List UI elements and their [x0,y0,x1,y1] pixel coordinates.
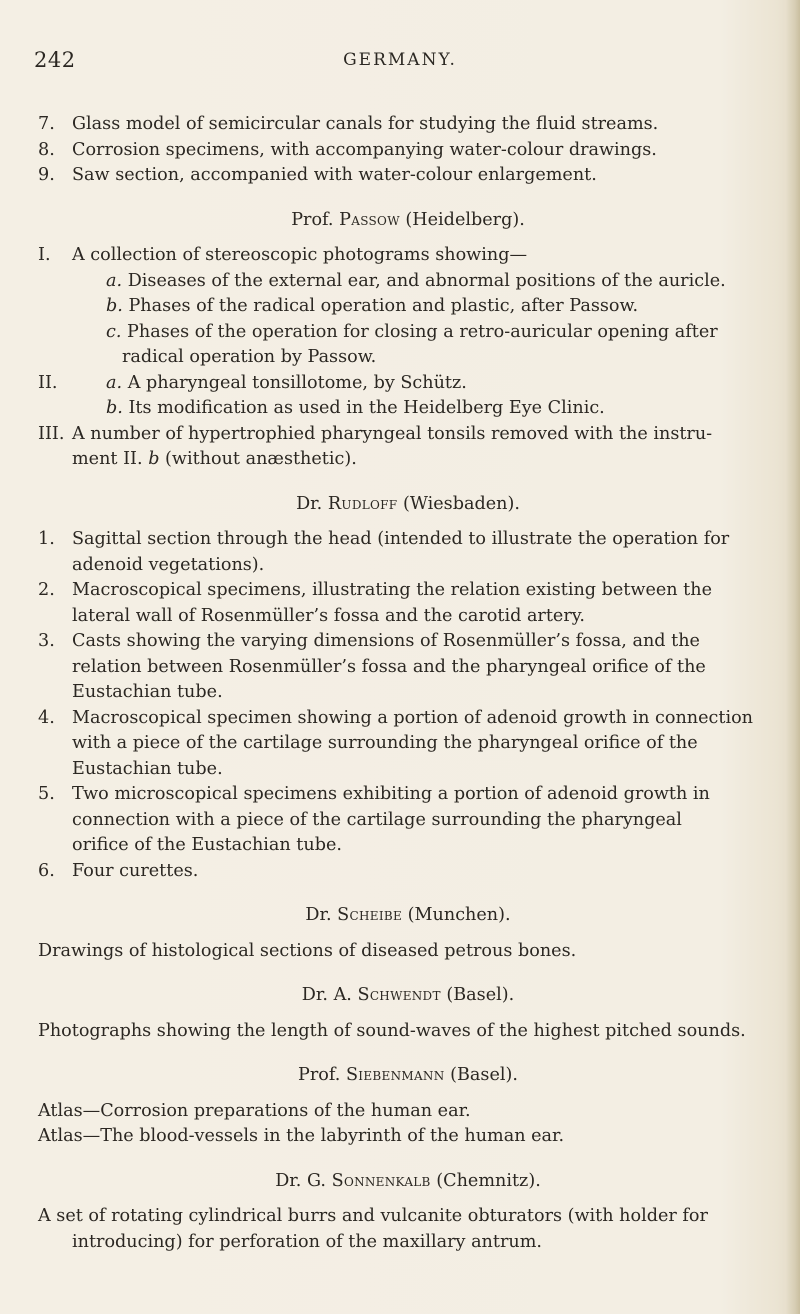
sub-text: Diseases of the external ear, and abnormal positions of the auricle. [127,270,726,291]
sub-letter: b. [106,296,123,316]
sub-text: Its modification as used in the Heidelberg Eye Clinic. [128,398,605,418]
sub-item [38,396,778,422]
exhibit-description-continuation: introducing) for perforation of the maxillary antrum. [72,1231,542,1252]
sub-item-continuation: radical operation by Passow. [122,347,377,367]
section-continued-list [38,112,778,189]
item-number: 1. [38,529,55,549]
list-item [38,163,778,189]
list-item: 6. Four curettes. [38,859,778,885]
item-number: 5. [38,784,55,804]
item-continuation: ment II. b (without anæsthetic). [72,449,357,469]
item-number: 6. [38,860,55,881]
item-number: 4. [38,707,55,728]
page-number: 242 [34,48,76,72]
sub-text: Phases of the operation for closing a retro-auricular opening after [127,321,718,342]
section-heading-sonnenkalb: Dr. G. Sonnenkalb (Chemnitz). [275,1170,541,1191]
sub-letter: b. [106,398,123,418]
sub-letter: a. [106,270,123,291]
exhibitor-name: Passow [339,209,400,230]
passow-list [38,243,778,473]
exhibit-description: Photographs showing the length of sound-waves of the highest pitched sounds. [38,1020,746,1041]
item-number: 9. [38,165,55,185]
sub-letter: a. [106,372,123,393]
sub-letter: c. [106,321,122,342]
list-item: 2. Macroscopical specimens, illustrating the relation existing between the lateral wall of Rosenmüller’s fossa and the carotid artery. [38,580,712,626]
running-head: GERMANY. [343,50,457,70]
section-heading-scheibe: Dr. Scheibe (Munchen). [305,905,511,925]
page-header [0,48,800,78]
exhibitor-name: Siebenmann [345,1065,445,1085]
item-number: II. [38,372,58,393]
list-item: 4. Macroscopical specimen showing a portion of adenoid growth in connection with a piece of the cartilage surrounding the pharyngeal orifice of the Eustachian tube. [38,707,754,779]
exhibitor-name: Schwendt [357,985,441,1005]
item-number: 8. [38,139,55,160]
item-text: A collection of stereoscopic photograms showing— [72,245,528,265]
exhibit-description: Atlas—The blood-vessels in the labyrinth of the human ear. [38,1126,565,1146]
section-heading-rudloff: Dr. Rudloff (Wiesbaden). [296,493,520,514]
rudloff-list [38,527,778,884]
list-item [38,112,778,138]
item-number: III. [38,423,65,444]
sub-item [38,294,778,320]
list-item: 3. Casts showing the varying dimensions of Rosenmüller’s fossa, and the relation between Rosenmüller’s fossa and the pharyngeal orifice of the Eustachian tube. [38,631,706,702]
page-edge-shadow [786,0,800,1314]
sub-text: Phases of the radical operation and plastic, after Passow. [128,296,639,316]
list-item [38,138,778,164]
list-item [38,243,778,269]
sub-item [38,269,778,295]
section-heading-passow: Prof. Passow (Heidelberg). [291,209,525,230]
sub-item [38,320,778,346]
list-item: 1. Sagittal section through the head (intended to illustrate the operation for adenoid vegetations). [38,529,730,575]
sub-text: A pharyngeal tonsillotome, by Schütz. [127,372,467,393]
item-number: 3. [38,631,55,651]
exhibit-description: Drawings of histological sections of diseased petrous bones. [38,940,577,961]
item-number: 7. [38,114,55,134]
section-heading-siebenmann: Prof. Siebenmann (Basel). [298,1065,518,1085]
item-number: 2. [38,580,55,600]
item-text: Saw section, accompanied with water-colour enlargement. [72,165,597,185]
item-number: I. [38,245,51,265]
item-text: Glass model of semicircular canals for studying the fluid streams. [72,114,659,134]
exhibitor-name: Rudloff [327,493,398,514]
list-item [38,371,778,397]
item-text: Corrosion specimens, with accompanying water-colour drawings. [72,139,657,160]
section-heading-schwendt: Dr. A. Schwendt (Basel). [301,985,515,1005]
item-text: A number of hypertrophied pharyngeal tonsils removed with the instru- [72,423,713,444]
exhibit-description: A set of rotating cylindrical burrs and vulcanite obturators (with holder for [38,1206,708,1226]
exhibitor-name: Scheibe [337,905,403,925]
list-item [38,422,778,448]
list-item: 5. Two microscopical specimens exhibiting a portion of adenoid growth in connection with a piece of the cartilage surrounding the pharyngeal orifice of the Eustachian tube. [38,784,710,855]
exhibit-description: Atlas—Corrosion preparations of the human ear. [38,1100,471,1121]
exhibitor-name: Sonnenkalb [331,1170,431,1191]
page-content [38,112,778,1255]
